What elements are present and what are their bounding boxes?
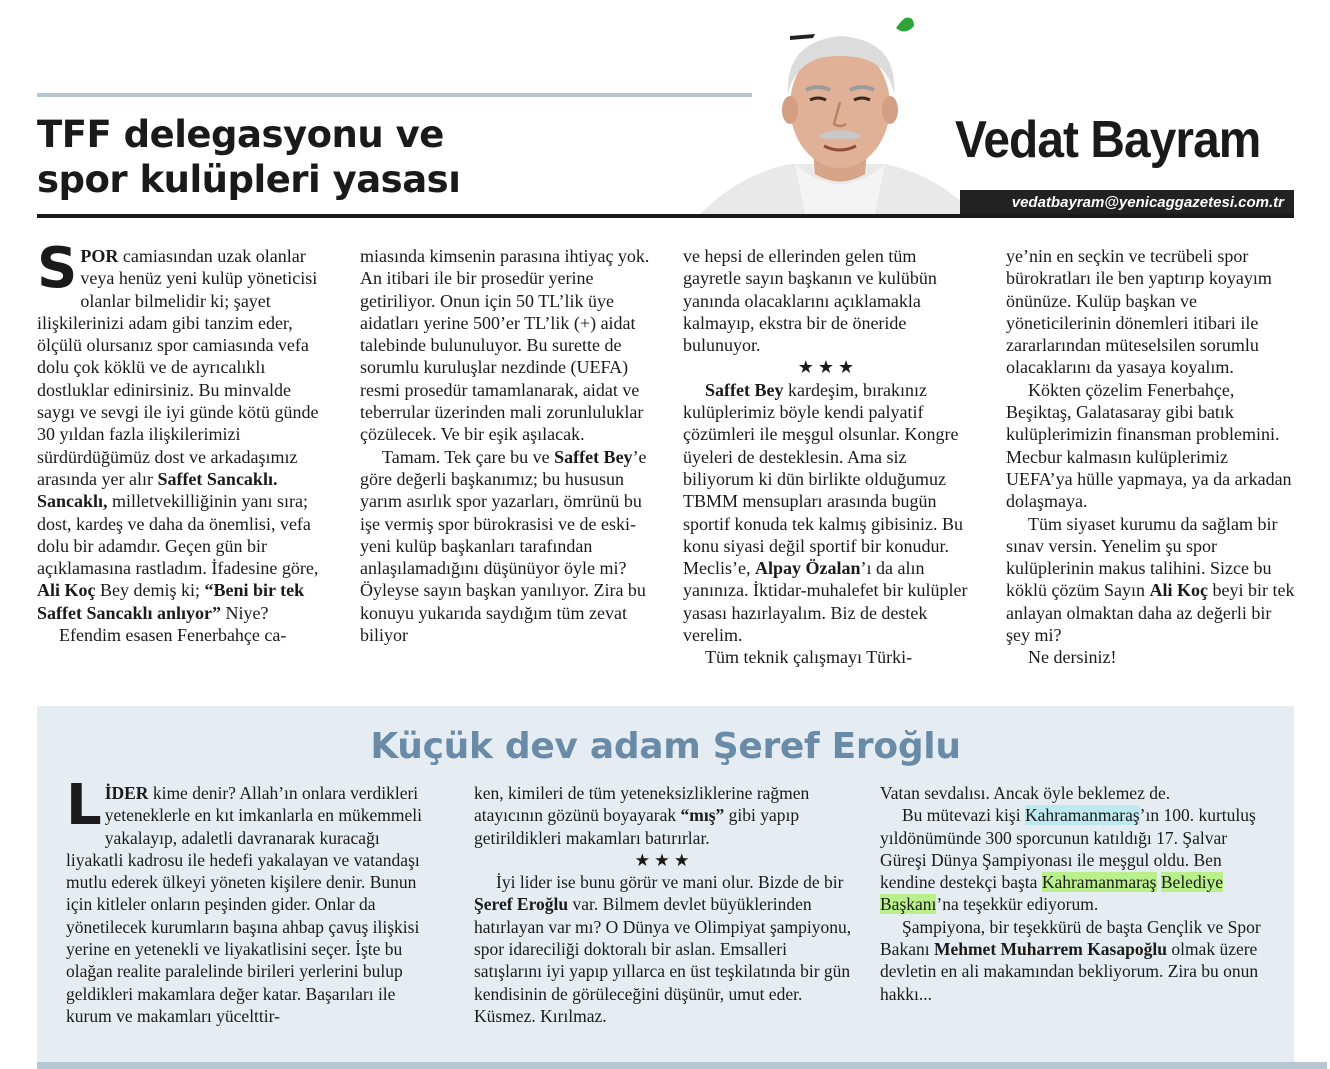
- article-column-3: [683, 245, 973, 669]
- paragraph: Tüm siyaset kurumu da sağlam bir sınav versin. Yenelim şu spor kulüplerinin makus talihini. Sizce bu köklü çözüm Sayın Ali Koç beyi bir tek anlayan olmaktan daha az değerli bir şey mi?: [1006, 513, 1295, 646]
- paragraph: Vatan sevdalısı. Ancak öyle beklemez de.: [880, 783, 1171, 803]
- headline-line-2: spor kulüpleri yasası: [37, 158, 461, 201]
- paragraph: Kökten çözelim Fenerbahçe, Beşiktaş, Galatasaray gibi batık kulüplerimizin finansman problemini. Mecbur kalmasın kulüplerimiz UEFA’ya hülle yapmaya, ya da arkadan dolaşmaya.: [1006, 379, 1292, 512]
- box-column-2: [474, 782, 854, 1027]
- highlighted-text: Kahramanmaraş: [1041, 872, 1157, 893]
- highlighted-text: Başkanı: [880, 894, 937, 915]
- paragraph: Bu mütevazi kişi Kahramanmaraş’ın 100. kurtuluş yıldönümünde 300 sporcunun katıldığı 17. Şalvar Güreşi Dünya Şampiyonası ile meşgul oldu. Ben kendine destekçi başta Kahramanmaraş Belediye Başkanı’na teşekkür ediyorum.: [880, 805, 1256, 915]
- box-title: Küçük dev adam Şeref Eroğlu: [370, 726, 961, 767]
- paragraph: SPOR camiasından uzak olanlar veya henüz yeni kulüp yöneticisi olanlar bilmelidir ki; şayet ilişkilerinizi adam gibi tanzim eder, ölçülü olursanız spor camiasında vefa dolu çok köklü ve de ayrıcalıklı dostluklar edinirsiniz. Bu minvalde saygı ve sevgi ile iyi günde kötü günde 30 yıldan fazla ilişkilerimizi sürdürdüğümüz dost ve arkadaşımız arasında yer alır Saffet Sancaklı. Sancaklı, milletvekilliğinin yanı sıra; dost, kardeş ve daha da önemlisi, vefa dolu bir adamdır. Geçen gün bir açıklamasına rastladım. İfadesine göre, Ali Koç Bey demiş ki; “Beni bir tek Saffet Sancaklı anlıyor” Niye?: [37, 236, 319, 623]
- drop-cap: L: [66, 773, 102, 838]
- author-email[interactable]: vedatbayram@yenicaggazetesi.com.tr: [960, 190, 1294, 216]
- bottom-rule: [37, 1062, 1327, 1069]
- box-column-1: [66, 773, 438, 1027]
- paragraph: Ne dersiniz!: [1028, 647, 1117, 668]
- paragraph: ve hepsi de ellerinden gelen tüm gayretle sayın başkanın ve kulübün yanında olacaklarını açıklamakla kalmayıp, ekstra bir de öneride bulunuyor.: [683, 246, 937, 356]
- header-rule: [37, 214, 1294, 218]
- paragraph: Şampiyona, bir teşekkürü de başta Gençlik ve Spor Bakanı Mehmet Muharrem Kasapoğlu olmak üzere devletin en ali makamından bekliyorum. Zira bu onun hakkı...: [880, 916, 1261, 1004]
- box-column-3: [880, 782, 1264, 1005]
- highlighted-text: Belediye: [1160, 872, 1224, 893]
- paragraph: İyi lider ise bunu görür ve mani olur. Bizde de bir Şeref Eroğlu var. Bilmem devlet büyüklerinden hatırlayan var mı? O Dünya ve Olimpiyat şampiyonu, spor idareciliği doktoralı bir aslan. Emsalleri satışlarını iyi yapıp yıllarca en üst teşkilatında bir gün kendisinin de görüleceğini düşünür, umut eder. Küsmez. Kırılmaz.: [474, 872, 852, 1026]
- author-name: Vedat Bayram: [955, 111, 1261, 169]
- headline: [37, 112, 637, 202]
- paragraph: ye’nin en seçkin ve tecrübeli spor bürokratları ile ben yaptırıp koyayım önünüze. Kulüp başkan ve yöneticilerinin dönemleri itibari ile zararlarından müteselsilen sorumlu olacaklarını da yasaya koyalım.: [1006, 246, 1272, 378]
- paragraph: Efendim esasen Fenerbahçe ca-: [59, 625, 287, 646]
- article-column-1: [37, 236, 322, 646]
- article-column-2: [360, 245, 650, 646]
- headline-line-1: TFF delegasyonu ve: [37, 113, 444, 156]
- paragraph: Tüm teknik çalışmayı Türki-: [705, 647, 913, 668]
- paragraph: Tamam. Tek çare bu ve Saffet Bey’e göre değerli başkanımız; bu hususun yarım asırlık spor yazarları, ömrünü bu işe vermiş spor bürokrasisi ve de eski-yeni kulüp başkanları tarafından anlaşılamadığını düşünüyor öyle mi? Öyleyse sayın başkan yanılıyor. Zira bu konuyu yukarıda saydığım tüm zevat biliyor: [360, 446, 647, 646]
- top-rule: [37, 93, 752, 97]
- paragraph: Saffet Bey kardeşim, bırakınız kulüplerimiz böyle kendi palyatif çözümleri ile meşgul olsunlar. Kongre üyeleri de desteklesin. Ama siz biliyorum ki dün birlikte olduğumuz TBMM mensupları arasında bugün sportif konuda tek kalmış gibisiniz. Bu konu siyasi değil sportif bir konudur. Meclis’e, Alpay Özalan’ı da alın yanınıza. İktidar-muhalefet bir kulüpler yasası hazırlayalım. Biz de destek verelim.: [683, 379, 968, 646]
- paragraph: LİDER kime denir? Allah’ın onlara verdikleri yeteneklerle en kıt imkanlarla en mükemmeli yakalayıp, adaletli davranarak kuracağı liyakatli kadrosu ile hedefi yakalayan ve vatandaşı mutlu ederek ülkeyi yöneten kişilere denir. Bunun için kitleler onların peşinden gider. Onlar da yönetilecek kurumların başına ahbap çavuş ilişkisi yerine en yetenekli ve liyakatlisini seçer. İşte bu olağan realite paralelinde birileri yerlerini bulup geldikleri makamlara değer katar. Başarıları ile kurum ve makamları yücelttir-: [66, 773, 422, 1026]
- highlighted-text: Kahramanmaraş: [1024, 805, 1140, 826]
- article-column-4: [1006, 245, 1296, 669]
- section-stars: ★★★: [797, 357, 859, 378]
- author-portrait: [700, 14, 975, 214]
- drop-cap: S: [37, 236, 78, 301]
- paragraph: ken, kimileri de tüm yeteneksizliklerine rağmen atayıcının gözünü boyayarak “mış” gibi yapıp getirildikleri makamları batırırlar.: [474, 783, 810, 848]
- paragraph: miasında kimsenin parasına ihtiyaç yok. An itibari ile bir prosedür yerine getiriliyor. Onun için 50 TL’lik üye aidatları yerine 500’er TL’lik (+) aidat talebinde bulunuluyor. Bu surette de sorumlu kuruluşlar nezdinde (UEFA) resmi prosedür tamamlanarak, aidat ve teberrular üzerinden mali zorunluluklar çözülecek. Ve bir eşik aşılacak.: [360, 246, 650, 445]
- section-stars: ★★★: [634, 849, 694, 870]
